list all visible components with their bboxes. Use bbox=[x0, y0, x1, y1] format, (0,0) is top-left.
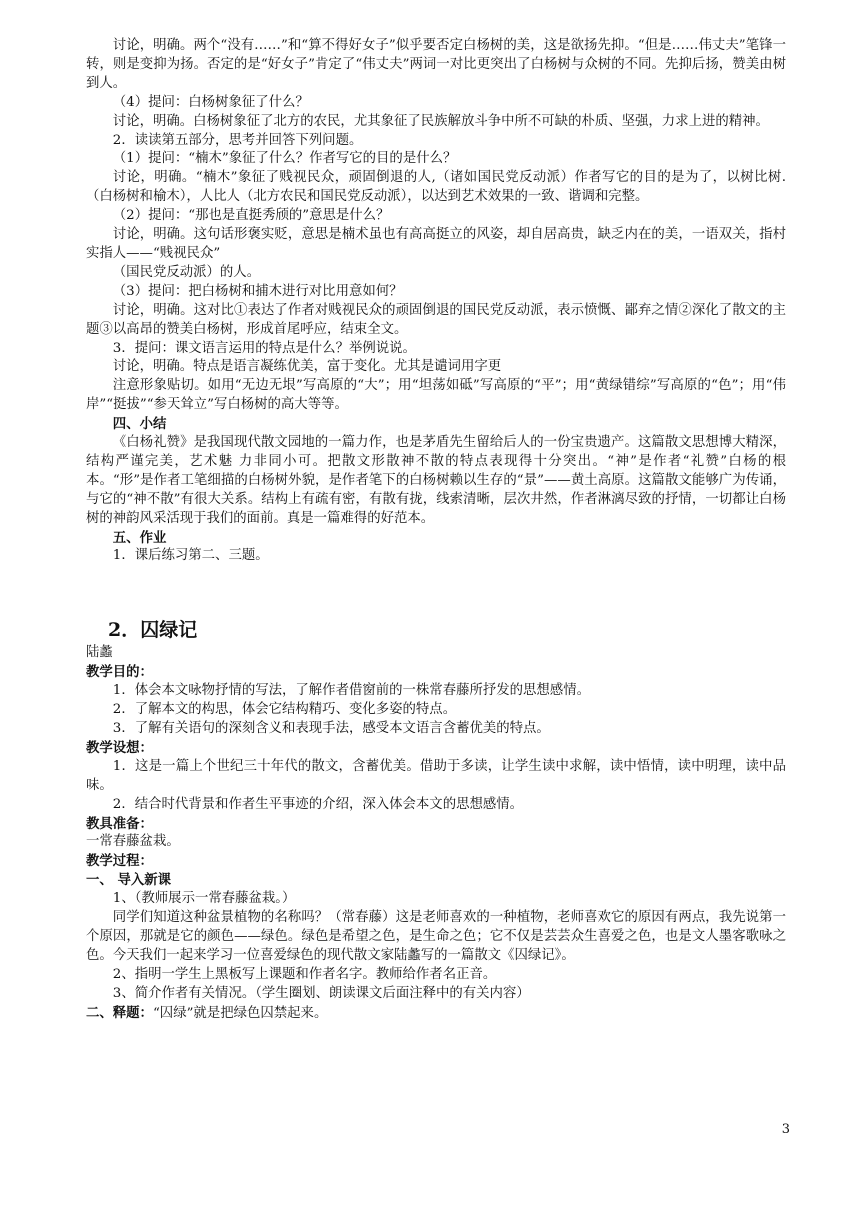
paragraph: 一常春藤盆栽。 bbox=[86, 834, 180, 850]
section-item: 1．课后练习第二、三题。 bbox=[112, 548, 269, 564]
author-name: 陆蠡 bbox=[86, 645, 113, 661]
paragraph: 讨论，明确。这句话形褒实贬，意思是楠术虽也有高高挺立的风姿，却自居高贵，缺乏内在的美，一语双关，指村实指人——“贱视民众” bbox=[86, 227, 786, 261]
paragraph: 《白杨礼赞》是我国现代散文园地的一篇力作，也是茅盾先生留给后人的一份宝贵遗产。这篇散文思想博大精深，结构严谨完美，艺术魅 力非同小可。把散文形散神不散的特点表现得十分突出。“神”是作者“礼赞”白杨的根本。“形”是作者工笔细描的白杨树外貌，是作者笔下的白杨树赖以生存的“景”——黄土高原。这篇散文能够广为传诵，与它的“神不散”有很大关系。结构上有疏有密，有散有拢，线索清晰，层次井然，作者淋漓尽致的抒情，一切都让白杨树的神韵风采活现于我们的面前。真是一篇难得的好范本。 bbox=[86, 435, 786, 526]
list-item: 2．了解本文的构思，体会它结构精巧、变化多姿的特点。 bbox=[112, 702, 457, 718]
paragraph: 讨论，明确。“楠木”象征了贱视民众，顽固倒退的人,（诸如国民党反动派）作者写它的目的是为了，以树比树.（白杨树和榆木），人比人（北方农民和国民党反动派），以达到艺术效果的一致、谐调和完整。 bbox=[86, 170, 786, 205]
list-item: 3．了解有关语句的深刻含义和表现手法，感受本文语言含蓄优美的特点。 bbox=[112, 721, 550, 736]
paragraph: 讨论，明确。白杨树象征了北方的农民，尤其象征了民族解放斗争中所不可缺的朴质、坚强，力求上进的精神。 bbox=[112, 113, 769, 129]
question: （1）提问：“楠木”象征了什么？作者写它的目的是什么？ bbox=[112, 151, 457, 167]
list-item: 1．这是一篇上个世纪三十年代的散文，含蓄优美。借助于多读，让学生读中求解，读中悟情，读中明理，读中品味。 bbox=[86, 758, 786, 793]
question: （2）提问：“那也是直挺秀颀的”意思是什么？ bbox=[112, 208, 390, 224]
paragraph: 讨论，明确。两个“没有……”和“算不得好女子”似乎要否定白杨树的美，这是欲扬先抑。“但是……伟丈夫”笔锋一转，则是变抑为扬。否定的是“好女子”肯定了“伟丈夫”两词一对比更突出了白杨树与众树的不同。先抑后扬，赞美由树到人。 bbox=[86, 38, 786, 91]
section-heading: 四、小结 bbox=[112, 416, 167, 433]
paragraph: 注意形象贴切。如用“无边无垠”写高原的“大”；用“坦荡如砥”写高原的“平”；用“黄绿错综”写高原的“色”；用“伟岸”“挺拔”“参天耸立”写白杨树的高大等等。 bbox=[86, 378, 786, 413]
list-item: 1．体会本文咏物抒情的写法，了解作者借窗前的一株常春藤所抒发的思想感情。 bbox=[112, 683, 590, 699]
page-number: 3 bbox=[781, 1122, 790, 1137]
question: （4）提问：白杨树象征了什么？ bbox=[112, 94, 309, 110]
list-item: 3、简介作者有关情况。（学生圈划、朗读课文后面注释中的有关内容） bbox=[112, 985, 530, 1001]
page-content bbox=[86, 37, 786, 1024]
question: （3）提问：把白杨树和捕木进行对比用意如何？ bbox=[112, 283, 403, 299]
section-item: 2．读读第五部分，思考并回答下列问题。 bbox=[112, 132, 363, 148]
list-item: 2、指明一学生上黑板写上课题和作者名字。教师给作者名正音。 bbox=[112, 966, 497, 982]
paragraph: 同学们知道这种盆景植物的名称吗？（常春藤）这是老师喜欢的一种植物，老师喜欢它的原因有两点，我先说第一个原因，那就是它的颜色——绿色。绿色是希望之色，是生命之色；它不仅是芸芸众生喜爱之色，也是文人墨客歌咏之色。今天我们一起来学习一位喜爱绿色的现代散文家陆蠡写的一篇散文《囚绿记》。 bbox=[86, 910, 786, 963]
paragraph-text: “囚绿”就是把绿色囚禁起来。 bbox=[152, 1005, 328, 1021]
section-heading: 五、作业 bbox=[112, 529, 167, 546]
lesson-title: 2．囚绿记 bbox=[108, 619, 198, 642]
paragraph bbox=[86, 1004, 786, 1024]
list-item: 2．结合时代背景和作者生平事迹的介绍，深入体会本文的思想感情。 bbox=[112, 796, 524, 812]
section-heading: 教学过程： bbox=[86, 853, 153, 870]
paragraph: （国民党反动派）的人。 bbox=[112, 264, 261, 280]
section-heading: 教学设想： bbox=[86, 739, 153, 756]
paragraph: 讨论，明确。这对比①表达了作者对贱视民众的顽固倒退的国民党反动派，表示愤慨、鄙弃之情②深化了散文的主题③以高昂的赞美白杨树，形成首尾呼应，结束全文。 bbox=[86, 302, 786, 337]
section-heading: 教学目的： bbox=[86, 664, 153, 681]
section-heading: 一、 导入新课 bbox=[86, 872, 172, 889]
paragraph: 讨论，明确。特点是语言凝练优美，富于变化。尤其是谴词用字更 bbox=[112, 359, 502, 375]
section-heading: 教具准备： bbox=[86, 815, 153, 832]
list-item: 1、（教师展示一常春藤盆栽。） bbox=[112, 891, 296, 907]
spacer bbox=[86, 566, 786, 616]
section-item: 3．提问：课文语言运用的特点是什么？举例说说。 bbox=[112, 340, 416, 356]
label-bold: 二、释题： bbox=[86, 1004, 153, 1021]
